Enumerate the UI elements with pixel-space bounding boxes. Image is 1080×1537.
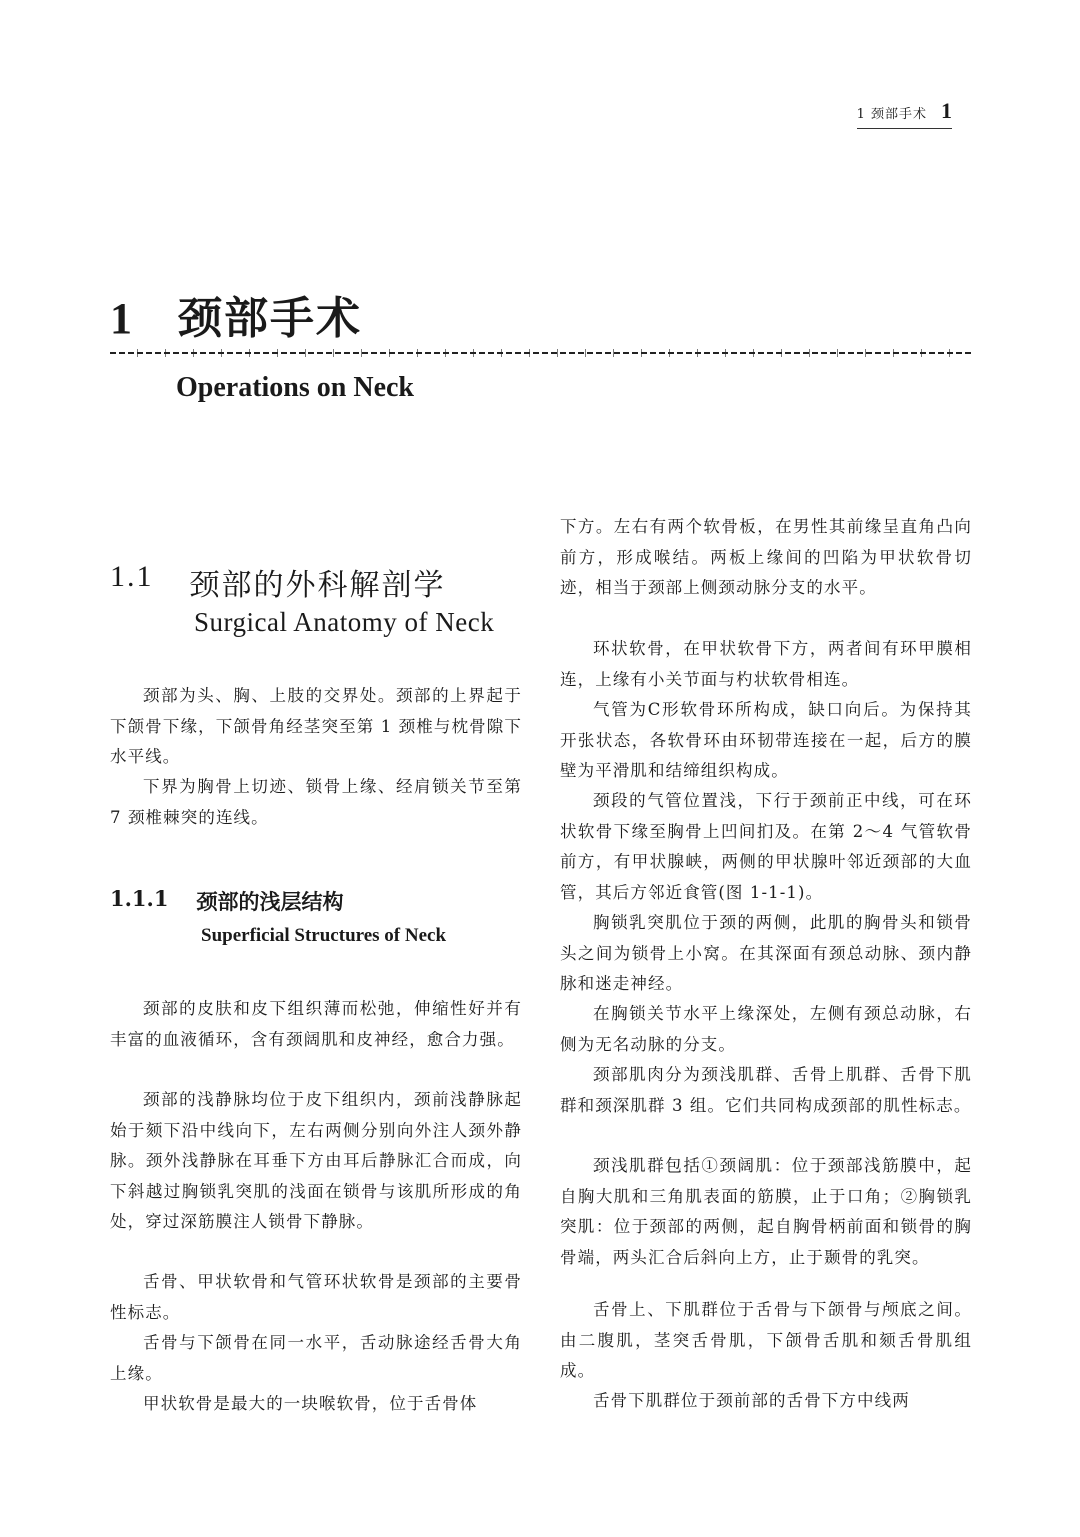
paragraph: 颈部的浅静脉均位于皮下组织内，颈前浅静脉起始于颏下沿中线向下，左右两侧分别向外注人颈外静脉。颈外浅静脉在耳垂下方由耳后静脉汇合而成，向下斜越过胸锁乳突肌的浅面在锁骨与该肌所形成的角处，穿过深筋膜注人锁骨下静脉。 (110, 1090, 522, 1231)
subsection-title-en: Superficial Structures of Neck (201, 925, 447, 946)
chapter-title (110, 282, 362, 346)
running-header (857, 98, 952, 124)
section-number: 1.1 (110, 560, 154, 593)
chapter-number: 1 (110, 294, 134, 343)
paragraph: 下界为胸骨上切迹、锁骨上缘、经肩锁关节至第 7 颈椎棘突的连线。 (110, 777, 522, 827)
paragraph: 舌骨下肌群位于颈前部的舌骨下方中线两 (593, 1391, 910, 1410)
paragraph: 舌骨、甲状软骨和气管环状软骨是颈部的主要骨性标志。 (110, 1272, 522, 1322)
paragraph: 下方。左右有两个软骨板，在男性其前缘呈直角凸向前方，形成喉结。两板上缘间的凹陷为甲状软骨切迹，相当于颈部上侧颈动脉分支的水平。 (560, 517, 972, 597)
paragraph: 颈段的气管位置浅，下行于颈前正中线，可在环状软骨下缘至胸骨上凹间扪及。在第 2～4 气管软骨前方，有甲状腺峡，两侧的甲状腺叶邻近颈部的大血管，其后方邻近食管(图 1-1-1)。 (560, 791, 972, 902)
paragraph: 颈部为头、胸、上肢的交界处。颈部的上界起于下颌骨下缘，下颌骨角经茎突至第 1 颈椎与枕骨隙下水平线。 (110, 686, 522, 766)
paragraph: 甲状软骨是最大的一块喉软骨，位于舌骨体 (143, 1394, 478, 1413)
section-title-en: Surgical Anatomy of Neck (194, 607, 495, 637)
paragraph: 颈部的皮肤和皮下组织薄而松弛，伸缩性好并有丰富的血液循环，含有颈阔肌和皮神经，愈合力强。 (110, 999, 522, 1049)
paragraph: 环状软骨，在甲状软骨下方，两者间有环甲膜相连，上缘有小关节面与杓状软骨相连。 (560, 639, 972, 689)
paragraph: 在胸锁关节水平上缘深处，左侧有颈总动脉，右侧为无名动脉的分支。 (560, 1004, 972, 1054)
section-title (110, 560, 446, 604)
subsection-title (110, 886, 343, 916)
chapter-title-en: Operations on Neck (176, 372, 414, 403)
paragraph: 舌骨与下颌骨在同一水平，舌动脉途经舌骨大角上缘。 (110, 1333, 522, 1383)
subsection-number: 1.1.1 (110, 886, 169, 911)
subsection-title-text: 颈部的浅层结构 (196, 889, 344, 914)
paragraph: 气管为C形软骨环所构成，缺口向后。为保持其开张状态，各软骨环由环韧带连接在一起，后方的膜壁为平滑肌和结缔组织构成。 (560, 700, 972, 780)
page-number: 1 (941, 98, 952, 123)
paragraph: 颈部肌肉分为颈浅肌群、舌骨上肌群、舌骨下肌群和颈深肌群 3 组。它们共同构成颈部的肌性标志。 (560, 1065, 972, 1115)
running-header-label: 1 颈部手术 (856, 107, 927, 122)
chapter-title-text: 颈部手术 (178, 293, 362, 344)
chapter-divider (110, 352, 972, 354)
section-title-text: 颈部的外科解剖学 (189, 568, 446, 603)
paragraph: 舌骨上、下肌群位于舌骨与下颌骨与颅底之间。由二腹肌，茎突舌骨肌，下颌骨舌肌和颏舌骨肌组成。 (560, 1300, 972, 1380)
paragraph: 胸锁乳突肌位于颈的两侧，此肌的胸骨头和锁骨头之间为锁骨上小窝。在其深面有颈总动脉、颈内静脉和迷走神经。 (560, 913, 972, 993)
header-rule (857, 128, 952, 129)
paragraph: 颈浅肌群包括①颈阔肌：位于颈部浅筋膜中，起自胸大肌和三角肌表面的筋膜，止于口角；②胸锁乳突肌：位于颈部的两侧，起自胸骨柄前面和锁骨的胸骨端，两头汇合后斜向上方，止于颞骨的乳突。 (560, 1156, 972, 1267)
